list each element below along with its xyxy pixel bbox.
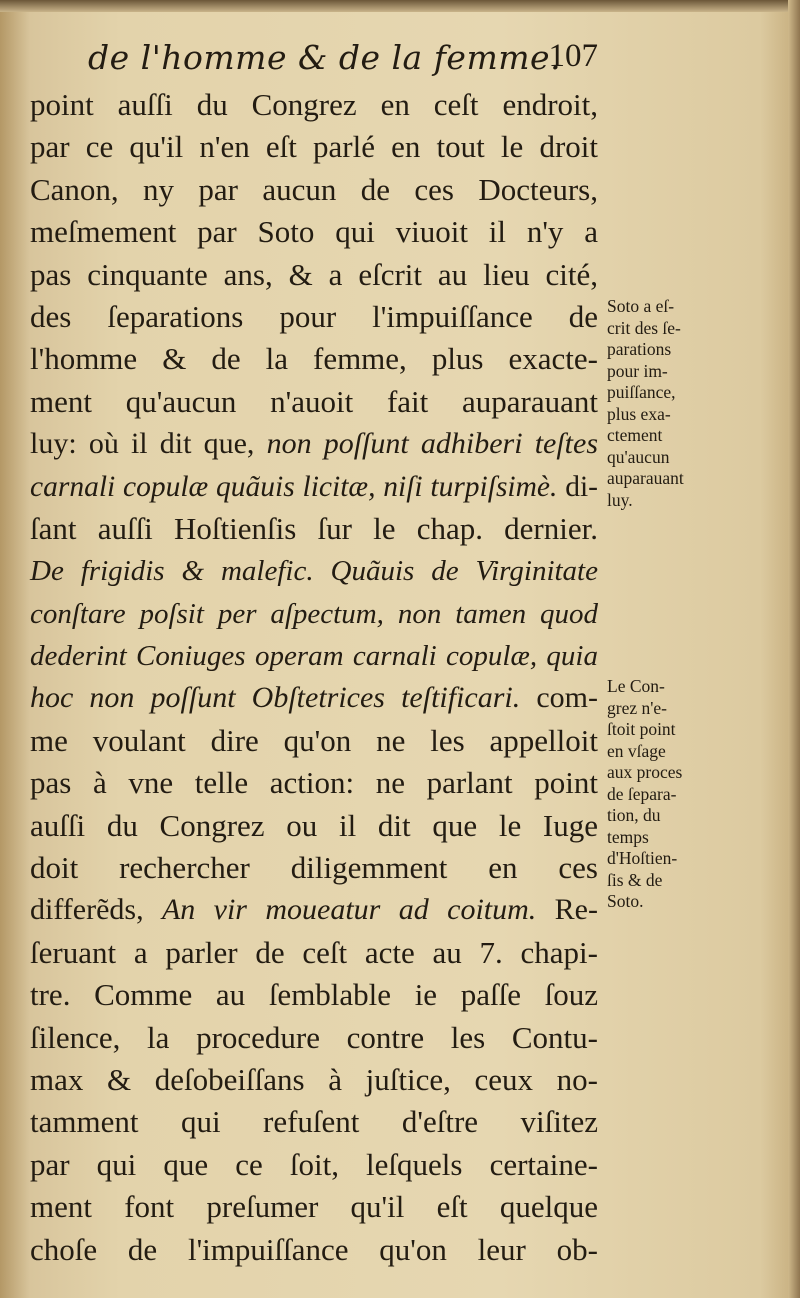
marginal-note-line: qu'aucun <box>607 446 670 467</box>
marginal-note-line: de ſepara- <box>607 783 677 804</box>
marginal-note-line: en vſage <box>607 740 666 761</box>
text-line: ſilence, la procedure contre les Contu- <box>30 1019 598 1055</box>
latin-quotation: conſtare poſsit per aſpectum, non tamen quod <box>30 597 598 630</box>
marginal-note-line: temps <box>607 826 649 847</box>
text-line <box>30 677 598 719</box>
marginal-note-line: tion, du <box>607 805 661 825</box>
text-fragment: di- <box>557 470 598 503</box>
text-line: Canon, ny par aucun de ces Docteurs, <box>30 171 598 207</box>
page-number: 107 <box>548 38 598 74</box>
text-fragment: Re- <box>536 893 598 927</box>
page-top-edge <box>0 0 800 12</box>
text-line: tamment qui refuſent d'eſtre viſitez <box>30 1104 598 1140</box>
text-fragment: differẽds, <box>30 893 162 927</box>
marginal-note-line: crit des ſe- <box>607 317 681 338</box>
latin-quotation: carnali copulæ quãuis licitæ, niſi turpiſsimè. <box>30 470 558 503</box>
text-line: pas cinquante ans, & a eſcrit au lieu cité, <box>30 256 598 292</box>
text-line: ſant auſſi Hoſtienſis ſur le chap. dernier. <box>30 510 598 546</box>
marginal-note-line: auparauant <box>607 468 684 488</box>
marginal-note-line: plus exa- <box>607 403 671 424</box>
text-line <box>30 423 598 465</box>
marginal-note-line: ſis & de <box>607 869 663 890</box>
text-line <box>30 593 598 635</box>
text-line <box>30 635 598 677</box>
page-right-edge <box>788 0 800 1298</box>
text-line <box>30 550 598 592</box>
marginal-note-line: Soto. <box>607 891 644 911</box>
latin-quotation: hoc non poſſunt Obſtetrices teſtificari. <box>30 681 521 715</box>
text-line: me voulant dire qu'on ne les appelloit <box>30 722 598 758</box>
latin-quotation: De frigidis & malefic. Quãuis de Virginitate <box>30 555 598 588</box>
text-line: des ſeparations pour l'impuiſſance de <box>30 298 598 334</box>
running-head <box>88 38 598 84</box>
text-fragment: luy: où il dit que, <box>30 427 267 461</box>
marginal-note-line: pour im- <box>607 360 668 381</box>
latin-quotation: dederint Coniuges operam carnali copulæ, quia <box>30 640 598 673</box>
marginal-note-soto <box>607 296 732 511</box>
text-line: par qui que ce ſoit, leſquels certaine- <box>30 1146 598 1182</box>
text-line: ſeruant a parler de ceſt acte au 7. chapi- <box>30 934 598 970</box>
marginal-note-line: grez n'e- <box>607 697 667 718</box>
latin-quotation: non poſſunt adhiberi teſtes <box>266 427 598 461</box>
marginal-note-congrez <box>607 676 732 913</box>
marginal-note-line: Soto a eſ- <box>607 296 675 316</box>
running-title: de l'homme & de la femme. <box>88 38 562 77</box>
marginal-note-line: Le Con- <box>607 676 665 696</box>
text-line: auſſi du Congrez ou il dit que le Iuge <box>30 807 598 843</box>
text-line: tre. Comme au ſemblable ie paſſe ſouz <box>30 977 598 1013</box>
text-line: l'homme & de la femme, plus exacte- <box>30 341 598 377</box>
text-line: pas à vne telle action: ne parlant point <box>30 765 598 801</box>
text-line: meſmement par Soto qui viuoit il n'y a <box>30 214 598 250</box>
text-line: doit rechercher diligemment en ces <box>30 850 598 886</box>
latin-quotation: An vir moueatur ad coitum. <box>161 893 537 927</box>
main-text-block <box>30 84 598 1271</box>
marginal-note-line: aux proces <box>607 762 683 782</box>
text-line <box>30 889 598 931</box>
text-line <box>30 466 598 508</box>
text-line: ment qu'aucun n'auoit fait auparauant <box>30 383 598 419</box>
text-line: max & deſobeiſſans à juſtice, ceux no- <box>30 1061 598 1097</box>
text-fragment: com- <box>520 681 598 715</box>
marginal-note-line: d'Hoſtien- <box>607 848 678 868</box>
text-line: point auſſi du Congrez en ceſt endroit, <box>30 87 598 122</box>
text-line: choſe de l'impuiſſance qu'on leur ob- <box>30 1231 598 1267</box>
marginal-note-line: puiſſance, <box>607 382 676 402</box>
marginal-note-line: ſtoit point <box>607 719 676 739</box>
marginal-note-line: ctement <box>607 425 663 445</box>
text-line: ment font preſumer qu'il eſt quelque <box>30 1189 598 1225</box>
marginal-note-line: parations <box>607 339 672 359</box>
marginal-note-line: luy. <box>607 489 633 510</box>
text-line: par ce qu'il n'en eſt parlé en tout le droit <box>30 129 598 165</box>
